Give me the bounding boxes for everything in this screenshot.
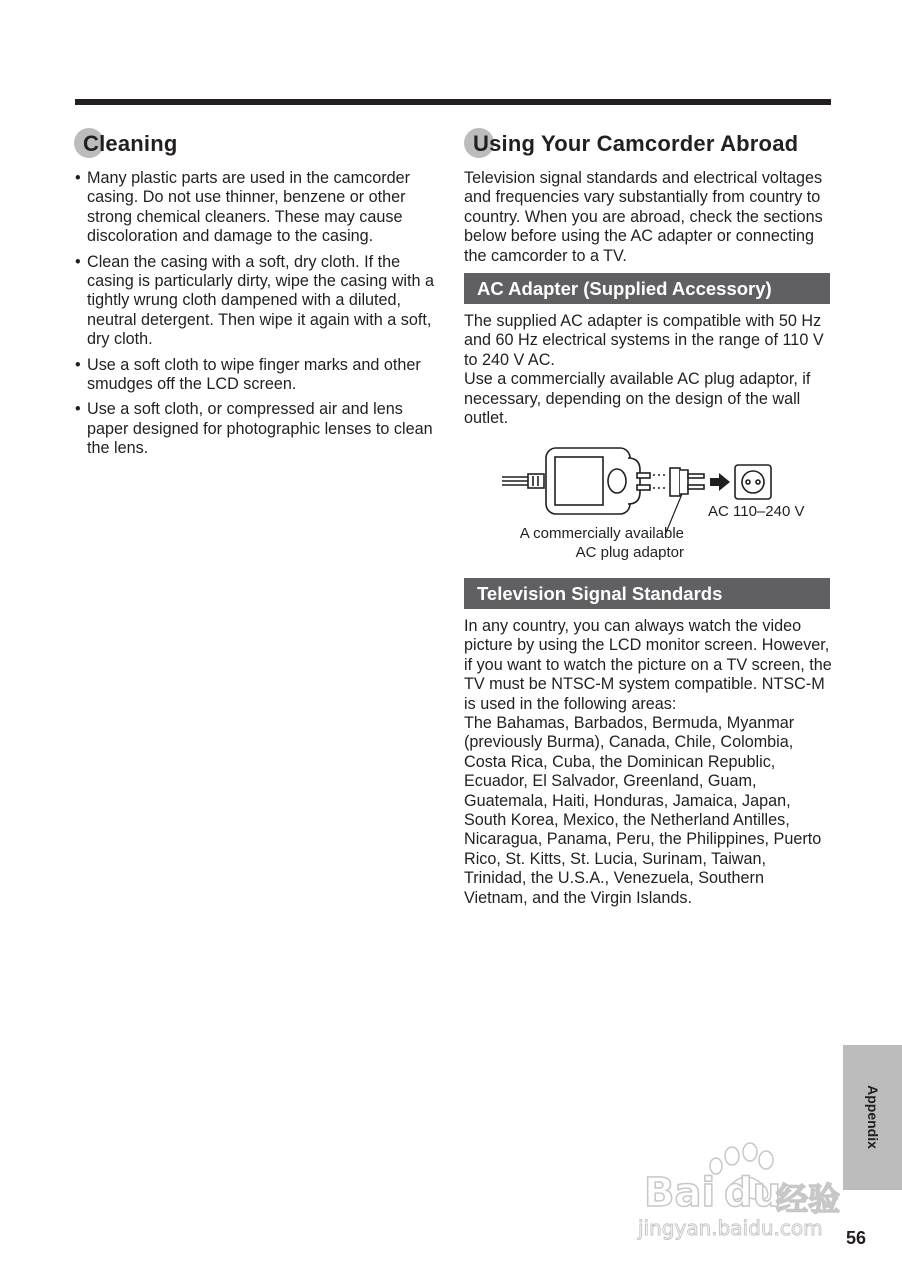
watermark-cn: 经验	[776, 1180, 841, 1218]
list-item	[75, 169, 445, 247]
baidu-watermark	[636, 1140, 851, 1240]
tv-paragraph-1: In any country, you can always watch the video picture by using the LCD monitor screen. However, if you want to watch the picture on a TV screen, the TV must be NTSC-M system compatible. NTSC-M is used in the following areas:	[464, 617, 832, 713]
watermark-brand-2: du	[724, 1170, 782, 1216]
bullet-icon: •	[75, 355, 81, 374]
tv-standards-heading: Television Signal Standards	[464, 578, 830, 609]
list-item-text: Clean the casing with a soft, dry cloth. If the casing is particularly dirty, wipe the casing with a tightly wrung cloth dampened with a diluted, neutral detergent. Then wipe it again with a soft, dry cloth.	[87, 252, 434, 349]
watermark-url: jingyan.baidu.com	[638, 1216, 823, 1240]
list-item-text: Use a soft cloth, or compressed air and lens paper designed for photographic lenses to clean the lens.	[87, 400, 433, 458]
list-item-text: Many plastic parts are used in the camcorder casing. Do not use thinner, benzene or other strong chemical cleaners. These may cause discoloration and damage to the casing.	[87, 169, 410, 246]
bullet-icon: •	[75, 252, 81, 271]
bullet-icon: •	[75, 400, 81, 419]
cleaning-list	[75, 169, 445, 459]
plug-adaptor-label	[504, 524, 684, 562]
cleaning-heading	[74, 128, 178, 160]
appendix-side-tab	[843, 1045, 902, 1190]
tv-standards-section	[464, 617, 832, 908]
cleaning-section	[75, 169, 445, 465]
abroad-title: Using Your Camcorder Abroad	[473, 131, 799, 156]
list-item	[75, 356, 445, 395]
wall-outlet-icon	[735, 465, 771, 499]
abroad-heading	[464, 128, 798, 160]
bullet-icon: •	[75, 169, 81, 187]
ac-paragraph-1: The supplied AC adapter is compatible with 50 Hz and 60 Hz electrical systems in the range of 110 V to 240 V AC.	[464, 312, 824, 369]
list-item-text: Use a soft cloth to wipe finger marks and other smudges off the LCD screen.	[87, 355, 421, 394]
plug-adaptor-icon	[670, 468, 680, 496]
appendix-tab-label: Appendix	[865, 1085, 881, 1149]
ac-paragraph-2: Use a commercially available AC plug adaptor, if necessary, depending on the design of the wall outlet.	[464, 370, 811, 428]
watermark-brand: Bai	[644, 1170, 716, 1216]
ac-adapter-section	[464, 312, 832, 428]
intro-paragraph: Television signal standards and electrical voltages and frequencies vary substantially from country to country. When you are abroad, check the sections below before using the AC adapter or connecting the camcorder to a TV.	[464, 169, 823, 265]
list-item	[75, 400, 445, 458]
plug-adaptor-label-line1: A commercially available	[519, 525, 684, 542]
list-item	[75, 253, 445, 350]
ac-adapter-heading: AC Adapter (Supplied Accessory)	[464, 273, 830, 304]
abroad-intro	[464, 169, 832, 266]
top-rule	[75, 99, 831, 105]
plug-adaptor-label-line2: AC plug adaptor	[575, 544, 684, 561]
cleaning-title: Cleaning	[83, 131, 178, 156]
page-number: 56	[846, 1228, 867, 1248]
tv-paragraph-2: The Bahamas, Barbados, Bermuda, Myanmar (previously Burma), Canada, Chile, Colombia, Costa Rica, Cuba, the Dominican Republic, Ecuador, El Salvador, Greenland, Guam, Guatemala, Haiti, Honduras, Jamaica, Japan, South Korea, Mexico, the Netherland Antilles, Nicaragua, Panama, Peru, the Philippines, Puerto Rico, St. Kitts, St. Lucia, Surinam, Taiwan, Trinidad, the U.S.A., Venezuela, Southern Vietnam, and the Virgin Islands.	[464, 714, 822, 907]
voltage-label: AC 110–240 V	[708, 503, 805, 520]
arrow-right-icon	[710, 473, 730, 491]
